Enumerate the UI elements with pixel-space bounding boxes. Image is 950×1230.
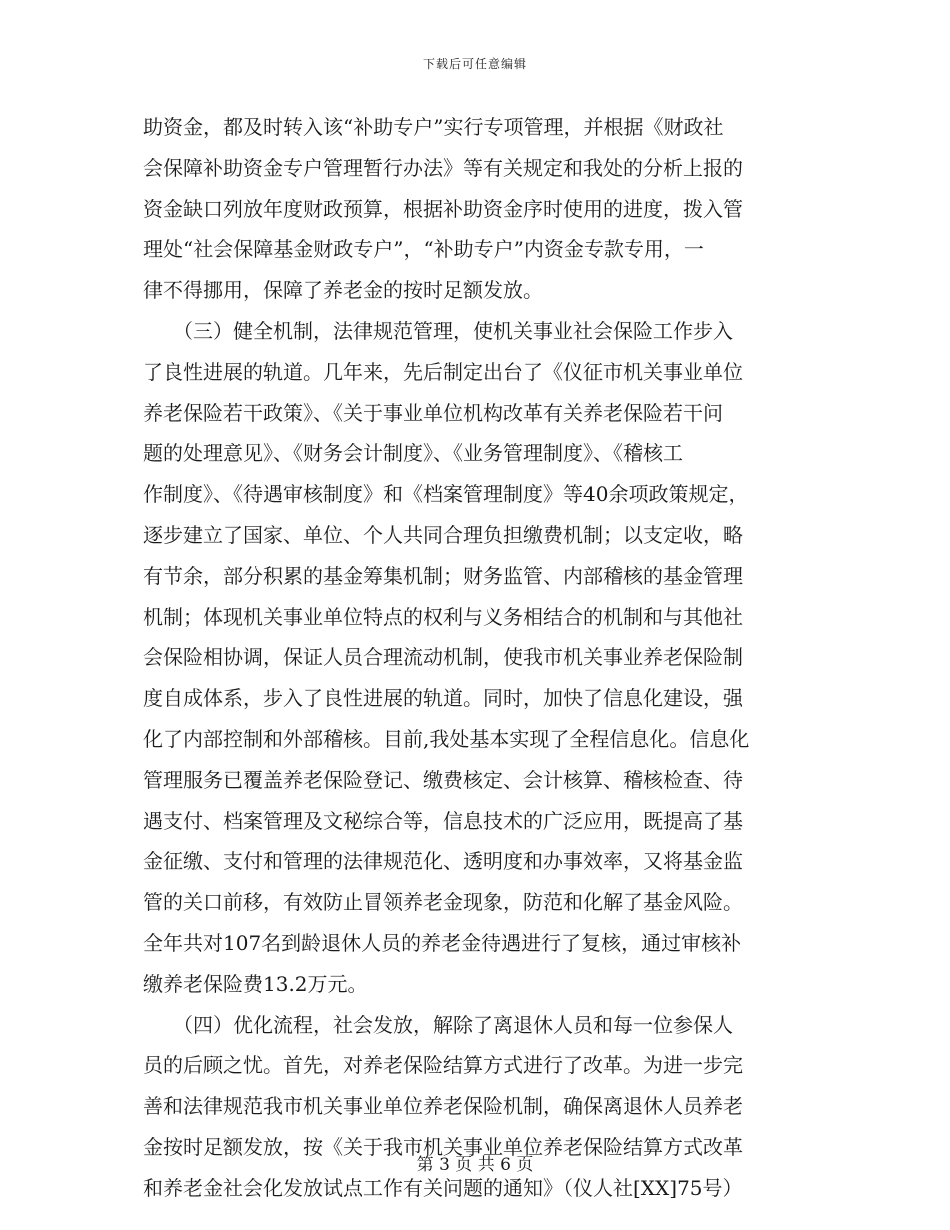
text-line: 资金缺口列放年度财政预算，根据补助资金序时使用的进度，拨入管 xyxy=(143,196,743,221)
text-line: 金征缴、支付和管理的法律规范化、透明度和办事效率，又将基金监 xyxy=(143,849,743,874)
text-line: 化了内部控制和外部稽核。目前,我处基本实现了全程信息化。信息化 xyxy=(143,726,750,751)
text-line: 员的后顾之忧。首先，对养老保险结算方式进行了改革。为进一步完 xyxy=(143,1053,743,1078)
text-line: 理处“社会保障基金财政专户”，“补助专户”内资金专款专用，一 xyxy=(143,237,704,262)
text-line: 会保险相协调，保证人员合理流动机制，使我市机关事业养老保险制 xyxy=(143,645,743,670)
text-line: 助资金，都及时转入该“补助专户”实行专项管理，并根据《财政社 xyxy=(143,115,724,139)
text-line: 度自成体系，步入了良性进展的轨道。同时，加快了信息化建设，强 xyxy=(143,686,743,711)
text-line: 有节余，部分积累的基金筹集机制；财务监管、内部稽核的基金管理 xyxy=(143,563,743,588)
text-line: 题的处理意见》、《财务会计制度》、《业务管理制度》、《稽核工 xyxy=(143,441,683,466)
text-line: 养老保险若干政策》、《关于事业单位机构改革有关养老保险若干问 xyxy=(143,400,723,425)
text-line: 缴养老保险费13.2万元。 xyxy=(143,971,368,996)
text-line: 金按时足额发放，按《关于我市机关事业单位养老保险结算方式改革 xyxy=(143,1134,743,1159)
text-line: 律不得挪用，保障了养老金的按时足额发放。 xyxy=(143,278,543,303)
text-line: 和养老金社会化发放试点工作有关问题的通知》（仪人社[XX]75号） xyxy=(143,1175,743,1200)
text-line: 管的关口前移，有效防止冒领养老金现象，防范和化解了基金风险。 xyxy=(143,890,743,915)
text-line: （三）健全机制，法律规范管理，使机关事业社会保险工作步入 xyxy=(143,318,733,343)
document-body xyxy=(143,113,818,1215)
text-line: 机制；体现机关事业单位特点的权利与义务相结合的机制和与其他社 xyxy=(143,604,743,629)
page-number-footer: 第 3 页 共 6 页 xyxy=(416,1155,534,1175)
text-line: 全年共对107名到龄退休人员的养老金待遇进行了复核，通过审核补 xyxy=(143,930,742,955)
text-line: 遇支付、档案管理及文秘综合等，信息技术的广泛应用，既提高了基 xyxy=(143,808,743,833)
text-line: 管理服务已覆盖养老保险登记、缴费核定、会计核算、稽核检查、待 xyxy=(143,767,743,792)
text-line: 善和法律规范我市机关事业单位养老保险机制，确保离退休人员养老 xyxy=(143,1094,743,1119)
text-line: 了良性进展的轨道。几年来，先后制定出台了《仪征市机关事业单位 xyxy=(143,359,743,384)
text-line: （四）优化流程，社会发放，解除了离退休人员和每一位参保人 xyxy=(143,1012,733,1037)
text-line: 作制度》、《待遇审核制度》和《档案管理制度》等40余项政策规定， xyxy=(143,482,749,507)
text-line: 逐步建立了国家、单位、个人共同合理负担缴费机制；以支定收，略 xyxy=(143,522,743,547)
page-header-note: 下载后可任意编辑 xyxy=(422,57,527,71)
text-line: 会保障补助资金专户管理暂行办法》等有关规定和我处的分析上报的 xyxy=(143,155,743,180)
